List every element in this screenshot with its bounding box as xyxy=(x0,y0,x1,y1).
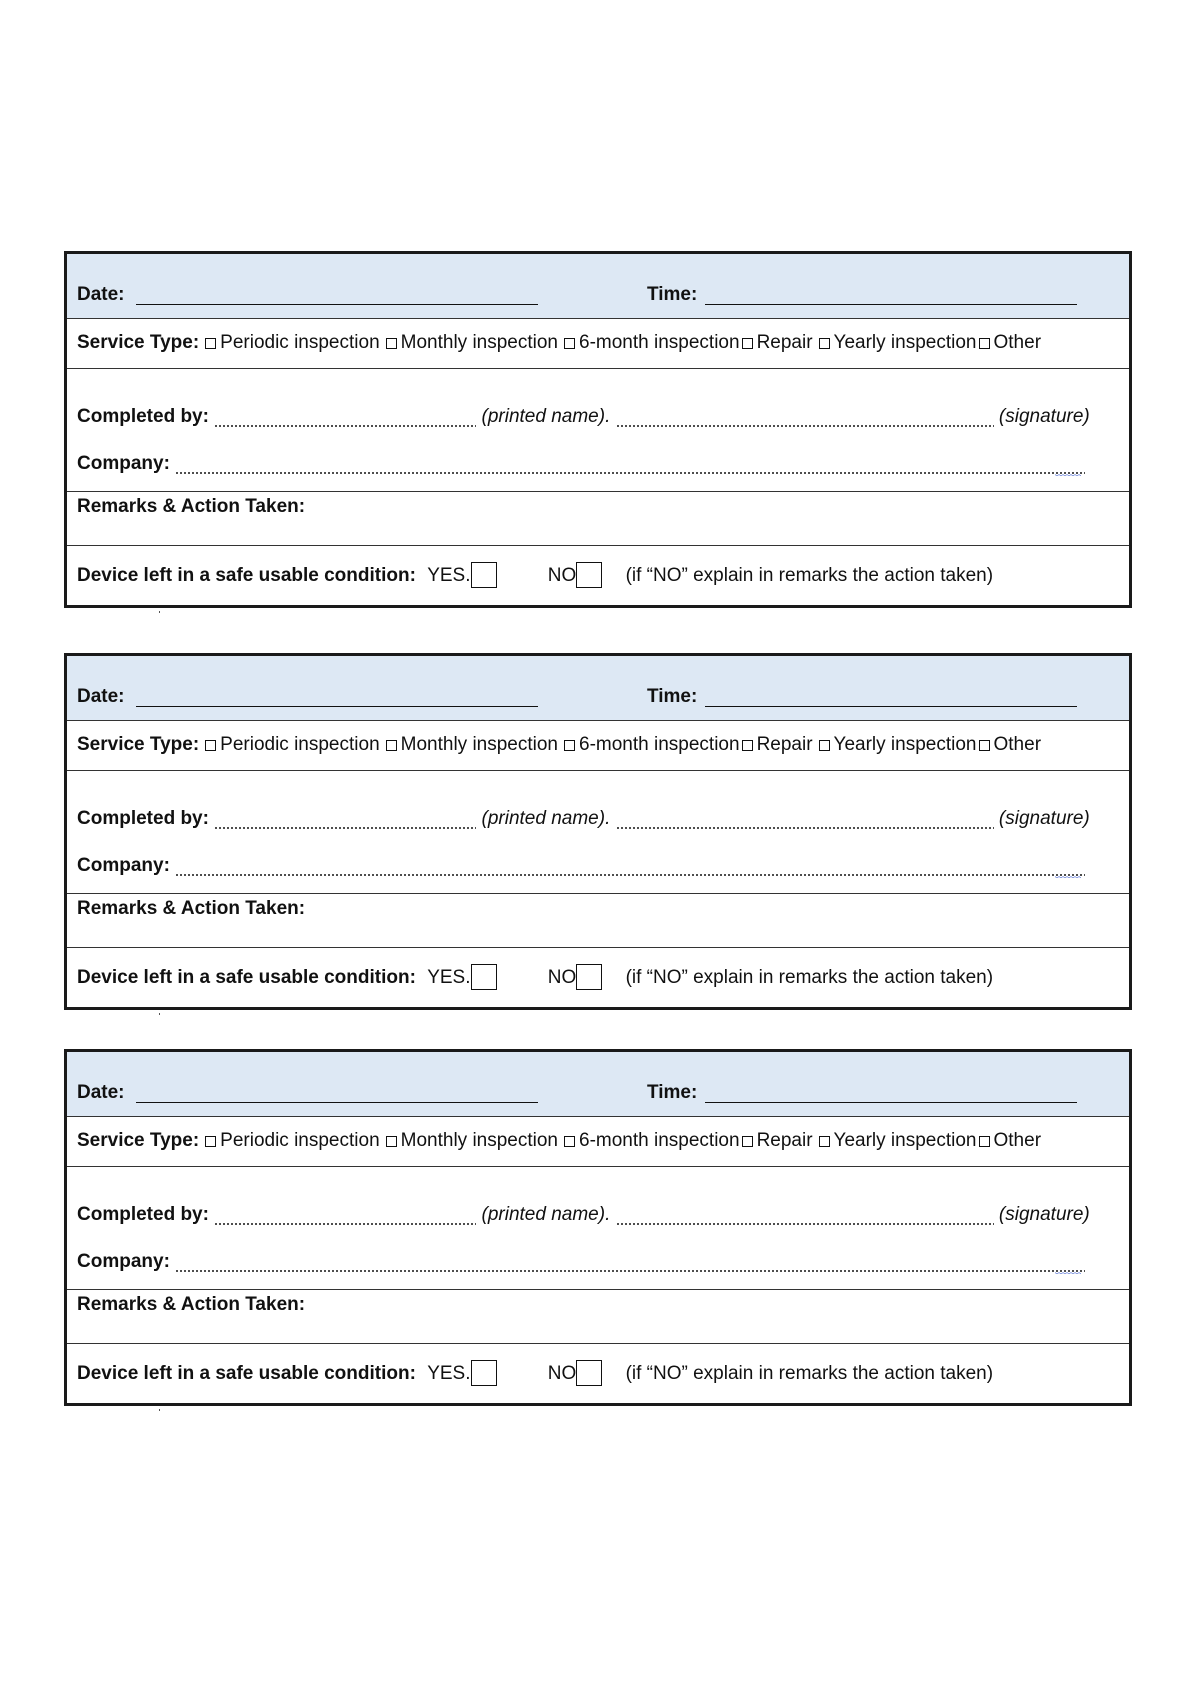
service-type-label: Service Type: xyxy=(77,734,200,755)
company-field[interactable] xyxy=(175,456,1085,475)
spellcheck-squiggle xyxy=(1055,875,1081,881)
service-type-row xyxy=(67,721,1129,771)
six-month-inspection-label: 6-month inspection xyxy=(579,332,740,353)
time-field[interactable] xyxy=(705,1102,1077,1103)
yes-checkbox[interactable] xyxy=(471,964,497,990)
no-label: NO xyxy=(547,565,577,586)
periodic-inspection-checkbox[interactable] xyxy=(205,740,216,751)
completed-by-group xyxy=(77,406,1090,428)
company-label: Company: xyxy=(77,855,170,876)
device-condition-row xyxy=(67,948,1129,1013)
repair-checkbox[interactable] xyxy=(742,1136,753,1147)
six-month-inspection-checkbox[interactable] xyxy=(564,1136,575,1147)
company-label: Company: xyxy=(77,453,170,474)
periodic-inspection-label: Periodic inspection xyxy=(220,1130,380,1151)
yes-checkbox[interactable] xyxy=(471,1360,497,1386)
printed-name-field[interactable] xyxy=(214,409,476,428)
six-month-inspection-label: 6-month inspection xyxy=(579,1130,740,1151)
device-condition-group xyxy=(77,1360,993,1386)
service-record-form-1 xyxy=(64,251,1132,608)
periodic-inspection-checkbox[interactable] xyxy=(205,1136,216,1147)
no-label: NO xyxy=(547,1363,577,1384)
other-checkbox[interactable] xyxy=(979,1136,990,1147)
date-time-row xyxy=(67,254,1129,319)
yes-label: YES. xyxy=(427,565,471,586)
device-condition-label: Device left in a safe usable condition: xyxy=(77,967,416,988)
no-explanation-note: (if “NO” explain in remarks the action taken) xyxy=(625,967,994,988)
completed-by-group xyxy=(77,1204,1090,1226)
yearly-inspection-checkbox[interactable] xyxy=(819,740,830,751)
date-label: Date: xyxy=(77,686,125,707)
monthly-inspection-checkbox[interactable] xyxy=(386,740,397,751)
layout-mark xyxy=(159,1409,160,1411)
no-explanation-note: (if “NO” explain in remarks the action taken) xyxy=(625,1363,994,1384)
six-month-inspection-checkbox[interactable] xyxy=(564,740,575,751)
service-type-row xyxy=(67,319,1129,369)
signature-field[interactable] xyxy=(616,409,994,428)
periodic-inspection-label: Periodic inspection xyxy=(220,734,380,755)
no-checkbox[interactable] xyxy=(576,1360,602,1386)
service-type-group xyxy=(77,1130,1041,1152)
other-checkbox[interactable] xyxy=(979,740,990,751)
repair-checkbox[interactable] xyxy=(742,338,753,349)
completed-by-row xyxy=(67,771,1129,894)
device-condition-row xyxy=(67,546,1129,611)
time-label: Time: xyxy=(647,686,698,707)
service-type-row xyxy=(67,1117,1129,1167)
date-label: Date: xyxy=(77,284,125,305)
no-checkbox[interactable] xyxy=(576,964,602,990)
signature-label: (signature) xyxy=(998,808,1090,829)
layout-mark xyxy=(159,611,160,613)
remarks-row[interactable] xyxy=(67,492,1129,546)
device-condition-label: Device left in a safe usable condition: xyxy=(77,1363,416,1384)
remarks-label: Remarks & Action Taken: xyxy=(77,496,306,517)
time-field[interactable] xyxy=(705,706,1077,707)
service-type-label: Service Type: xyxy=(77,1130,200,1151)
yearly-inspection-label: Yearly inspection xyxy=(833,332,977,353)
company-field[interactable] xyxy=(175,858,1085,877)
monthly-inspection-label: Monthly inspection xyxy=(400,734,559,755)
date-time-row xyxy=(67,1052,1129,1117)
device-condition-group xyxy=(77,964,993,990)
spellcheck-squiggle xyxy=(1055,1271,1081,1277)
remarks-row[interactable] xyxy=(67,1290,1129,1344)
printed-name-label: (printed name). xyxy=(481,406,611,427)
completed-by-label: Completed by: xyxy=(77,808,209,829)
company-label: Company: xyxy=(77,1251,170,1272)
monthly-inspection-label: Monthly inspection xyxy=(400,1130,559,1151)
date-field[interactable] xyxy=(136,706,538,707)
completed-by-row xyxy=(67,369,1129,492)
printed-name-label: (printed name). xyxy=(481,808,611,829)
device-condition-label: Device left in a safe usable condition: xyxy=(77,565,416,586)
company-group xyxy=(77,1251,1085,1273)
periodic-inspection-checkbox[interactable] xyxy=(205,338,216,349)
six-month-inspection-label: 6-month inspection xyxy=(579,734,740,755)
device-condition-group xyxy=(77,562,993,588)
monthly-inspection-label: Monthly inspection xyxy=(400,332,559,353)
yearly-inspection-label: Yearly inspection xyxy=(833,1130,977,1151)
spellcheck-squiggle xyxy=(1055,473,1081,479)
printed-name-label: (printed name). xyxy=(481,1204,611,1225)
date-field[interactable] xyxy=(136,304,538,305)
completed-by-row xyxy=(67,1167,1129,1290)
six-month-inspection-checkbox[interactable] xyxy=(564,338,575,349)
service-type-group xyxy=(77,734,1041,756)
yearly-inspection-checkbox[interactable] xyxy=(819,1136,830,1147)
completed-by-label: Completed by: xyxy=(77,406,209,427)
service-record-form-2 xyxy=(64,653,1132,1010)
service-type-group xyxy=(77,332,1041,354)
remarks-row[interactable] xyxy=(67,894,1129,948)
signature-field[interactable] xyxy=(616,1207,994,1226)
service-type-label: Service Type: xyxy=(77,332,200,353)
monthly-inspection-checkbox[interactable] xyxy=(386,338,397,349)
layout-mark xyxy=(159,1013,160,1015)
repair-label: Repair xyxy=(756,1130,813,1151)
completed-by-label: Completed by: xyxy=(77,1204,209,1225)
date-field[interactable] xyxy=(136,1102,538,1103)
company-group xyxy=(77,855,1085,877)
yes-label: YES. xyxy=(427,967,471,988)
time-field[interactable] xyxy=(705,304,1077,305)
other-label: Other xyxy=(993,734,1042,755)
completed-by-group xyxy=(77,808,1090,830)
date-time-row xyxy=(67,656,1129,721)
signature-field[interactable] xyxy=(616,811,994,830)
printed-name-field[interactable] xyxy=(214,1207,476,1226)
company-group xyxy=(77,453,1085,475)
date-label: Date: xyxy=(77,1082,125,1103)
device-condition-row xyxy=(67,1344,1129,1409)
other-checkbox[interactable] xyxy=(979,338,990,349)
signature-label: (signature) xyxy=(998,1204,1090,1225)
yearly-inspection-checkbox[interactable] xyxy=(819,338,830,349)
no-explanation-note: (if “NO” explain in remarks the action taken) xyxy=(625,565,994,586)
repair-checkbox[interactable] xyxy=(742,740,753,751)
yearly-inspection-label: Yearly inspection xyxy=(833,734,977,755)
monthly-inspection-checkbox[interactable] xyxy=(386,1136,397,1147)
company-field[interactable] xyxy=(175,1254,1085,1273)
printed-name-field[interactable] xyxy=(214,811,476,830)
other-label: Other xyxy=(993,332,1042,353)
yes-label: YES. xyxy=(427,1363,471,1384)
other-label: Other xyxy=(993,1130,1042,1151)
no-label: NO xyxy=(547,967,577,988)
time-label: Time: xyxy=(647,284,698,305)
periodic-inspection-label: Periodic inspection xyxy=(220,332,380,353)
repair-label: Repair xyxy=(756,332,813,353)
remarks-label: Remarks & Action Taken: xyxy=(77,898,306,919)
service-record-form-3 xyxy=(64,1049,1132,1406)
signature-label: (signature) xyxy=(998,406,1090,427)
yes-checkbox[interactable] xyxy=(471,562,497,588)
repair-label: Repair xyxy=(756,734,813,755)
no-checkbox[interactable] xyxy=(576,562,602,588)
remarks-label: Remarks & Action Taken: xyxy=(77,1294,306,1315)
time-label: Time: xyxy=(647,1082,698,1103)
